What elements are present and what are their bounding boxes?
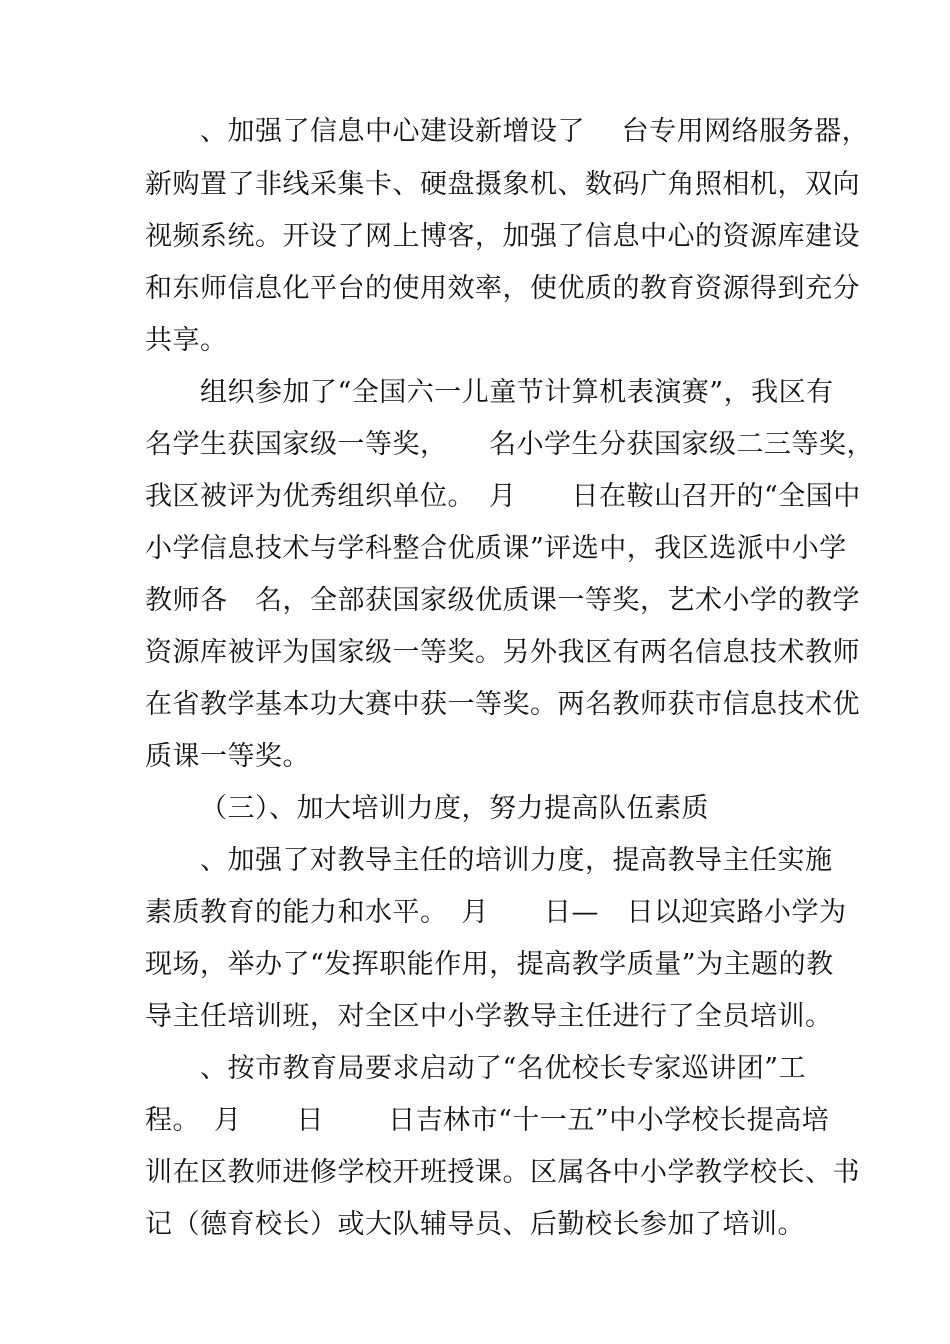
text-line: 新购置了非线采集卡、硬盘摄象机、数码广角照相机，双向 [145,169,860,200]
text-line: 导主任培训班，对全区中小学教导主任进行了全员培训。 [145,1001,833,1032]
text-line: 、加强了对教导主任的培训力度，提高教导主任实施 [200,845,833,876]
section-heading: （三）、加大培训力度，努力提高队伍素质 [200,793,709,824]
text-line: 小学信息技术与学科整合优质课”评选中，我区选派中小学 [145,533,847,564]
text-line: 组织参加了“全国六一儿童节计算机表演赛”，我区有 [200,377,834,408]
text-line: 、加强了信息中心建设新增设了 台专用网络服务器， [200,116,870,147]
text-line: 名学生获国家级一等奖， 名小学生分获国家级二三等奖， [145,429,874,460]
text-line: 现场，举办了“发挥职能作用，提高教学质量”为主题的教 [145,949,834,980]
text-line: 程。 月 日 日吉林市“十一五”中小学校长提高培 [145,1105,830,1136]
text-line: 质课一等奖。 [145,741,310,772]
text-line: 视频系统。开设了网上博客，加强了信息中心的资源库建设 [145,221,860,252]
text-line: 训在区教师进修学校开班授课。区属各中小学教学校长、书 [145,1157,860,1188]
text-line: 素质教育的能力和水平。 月 日— 日以迎宾路小学为 [145,897,847,928]
text-line: 共享。 [145,325,228,356]
text-line: 记（德育校长）或大队辅导员、后勤校长参加了培训。 [145,1209,805,1240]
text-line: 和东师信息化平台的使用效率，使优质的教育资源得到充分 [145,273,860,304]
text-line: 教师各 名，全部获国家级优质课一等奖，艺术小学的教学 [145,585,860,616]
text-line: 在省教学基本功大赛中获一等奖。两名教师获市信息技术优 [145,689,860,720]
text-line: 我区被评为优秀组织单位。 月 日在鞍山召开的“全国中 [145,481,861,512]
text-line: 资源库被评为国家级一等奖。另外我区有两名信息技术教师 [145,637,860,668]
text-line: 、按市教育局要求启动了“名优校长专家巡讲团”工 [200,1053,807,1084]
